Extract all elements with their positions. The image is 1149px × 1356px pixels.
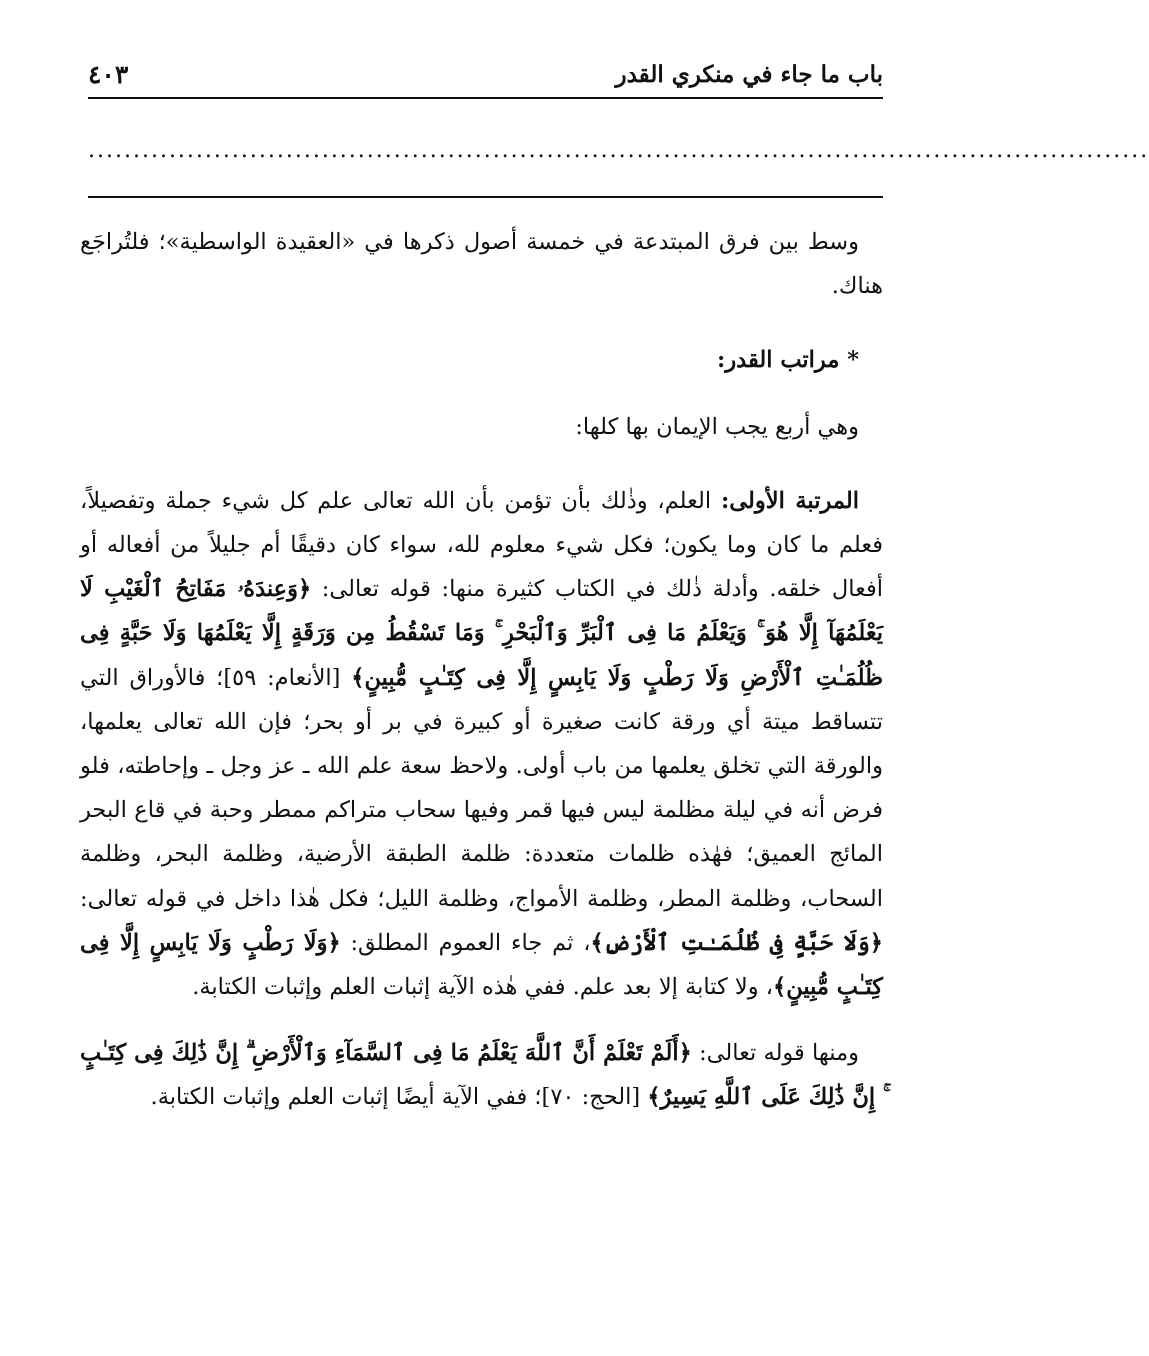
quran-verse-hajj: ﴿أَلَمْ تَعْلَمْ أَنَّ ٱللَّهَ يَعْلَمُ مَا فِى ٱلسَّمَآءِ وَٱلْأَرْضِ ۗ إِنَّ ذَٰلِكَ فِى كِتَـٰبٍ ۚ إِنَّ ذَٰلِكَ عَلَى ٱللَّهِ يَسِيرٌ﴾ [80, 1040, 883, 1111]
paragraph-hajj-verse [80, 1031, 883, 1119]
paragraph-intro: وسط بين فرق المبتدعة في خمسة أصول ذكرها في «العقيدة الواسطية»؛ فلتُراجَع هناك. [80, 229, 883, 300]
level-text-c: ، ثم جاء العموم المطلق: [340, 929, 591, 956]
hajj-text-b: [الحج: ٧٠]؛ ففي الآية أيضًا إثبات العلم وإثبات الكتابة. [150, 1084, 648, 1111]
page-header [88, 52, 883, 96]
dotted-separator: ...................................................................................................................... [88, 138, 1149, 163]
quran-verse-book: ﴿وَلَا رَطْبٍ وَلَا يَابِسٍ إِلَّا فِى كِتَـٰبٍ مُّبِينٍ﴾ [80, 929, 883, 1001]
page-body [80, 220, 883, 1120]
paragraph-four-levels: وهي أربع يجب الإيمان بها كلها: [575, 413, 859, 440]
quran-verse-anam: ﴿وَعِندَهُۥ مَفَاتِحُ ٱلْغَيْبِ لَا يَعْلَمُهَآ إِلَّا هُوَ ۚ وَيَعْلَمُ مَا فِى ٱلْبَرِّ وَٱلْبَحْرِ ۚ وَمَا تَسْقُطُ مِن وَرَقَةٍ إِلَّا يَعْلَمُهَا وَلَا حَبَّةٍ فِى ظُلُمَـٰتِ ٱلْأَرْضِ وَلَا رَطْبٍ وَلَا يَابِسٍ إِلَّا فِى كِتَـٰبٍ مُّبِينٍ﴾ [80, 576, 883, 691]
running-title: باب ما جاء في منكري القدر [615, 60, 883, 88]
header-rule [88, 97, 883, 99]
level-text-d: ، ولا كتابة إلا بعد علم. ففي هٰذه الآية إثبات العلم وإثبات الكتابة. [192, 974, 774, 1001]
paragraph-first-level [80, 479, 883, 1009]
quran-verse-darkness: ﴿وَلَا حَبَّةٍ فِى ظُلُمَـٰتِ ٱلْأَرْضِ﴾ [590, 929, 883, 956]
level-term: المرتبة الأولى: [720, 487, 860, 514]
hajj-text-a: ومنها قوله تعالى: [691, 1040, 859, 1067]
footnote-rule [88, 196, 883, 198]
level-text-b: [الأنعام: ٥٩]؛ فالأوراق التي تتساقط ميتة أي ورقة كانت صغيرة أو كبيرة في بر أو بحر؛ فإن الله تعالى يعلمها، والورقة التي تخلق يعلمها من باب أولى. ولاحظ سعة علم الله ـ عز وجل ـ وإحاطته، فلو فرض أنه في ليلة مظلمة ليس فيها قمر وفيها سحاب متراكم ممطر وحبة في قاع البحر المائج العميق؛ فهٰذه ظلمات متعددة: ظلمة الطبقة الأرضية، وظلمة البحر، وظلمة السحاب، وظلمة المطر، وظلمة الأمواج، وظلمة الليل؛ فكل هٰذا داخل في قوله تعالى: [80, 664, 883, 912]
level-text-a: العلم، وذٰلك بأن تؤمن بأن الله تعالى علم كل شيء جملة وتفصيلاً، فعلم ما كان وما يكون؛ فكل شيء معلوم لله، سواء كان دقيقًا أم جليلاً من أفعاله أو أفعال خلقه. وأدلة ذٰلك في الكتاب كثيرة منها: قوله تعالى: [80, 487, 883, 603]
page-number: ٤٠٣ [88, 59, 129, 89]
section-heading: * مراتب القدر: [717, 347, 859, 374]
